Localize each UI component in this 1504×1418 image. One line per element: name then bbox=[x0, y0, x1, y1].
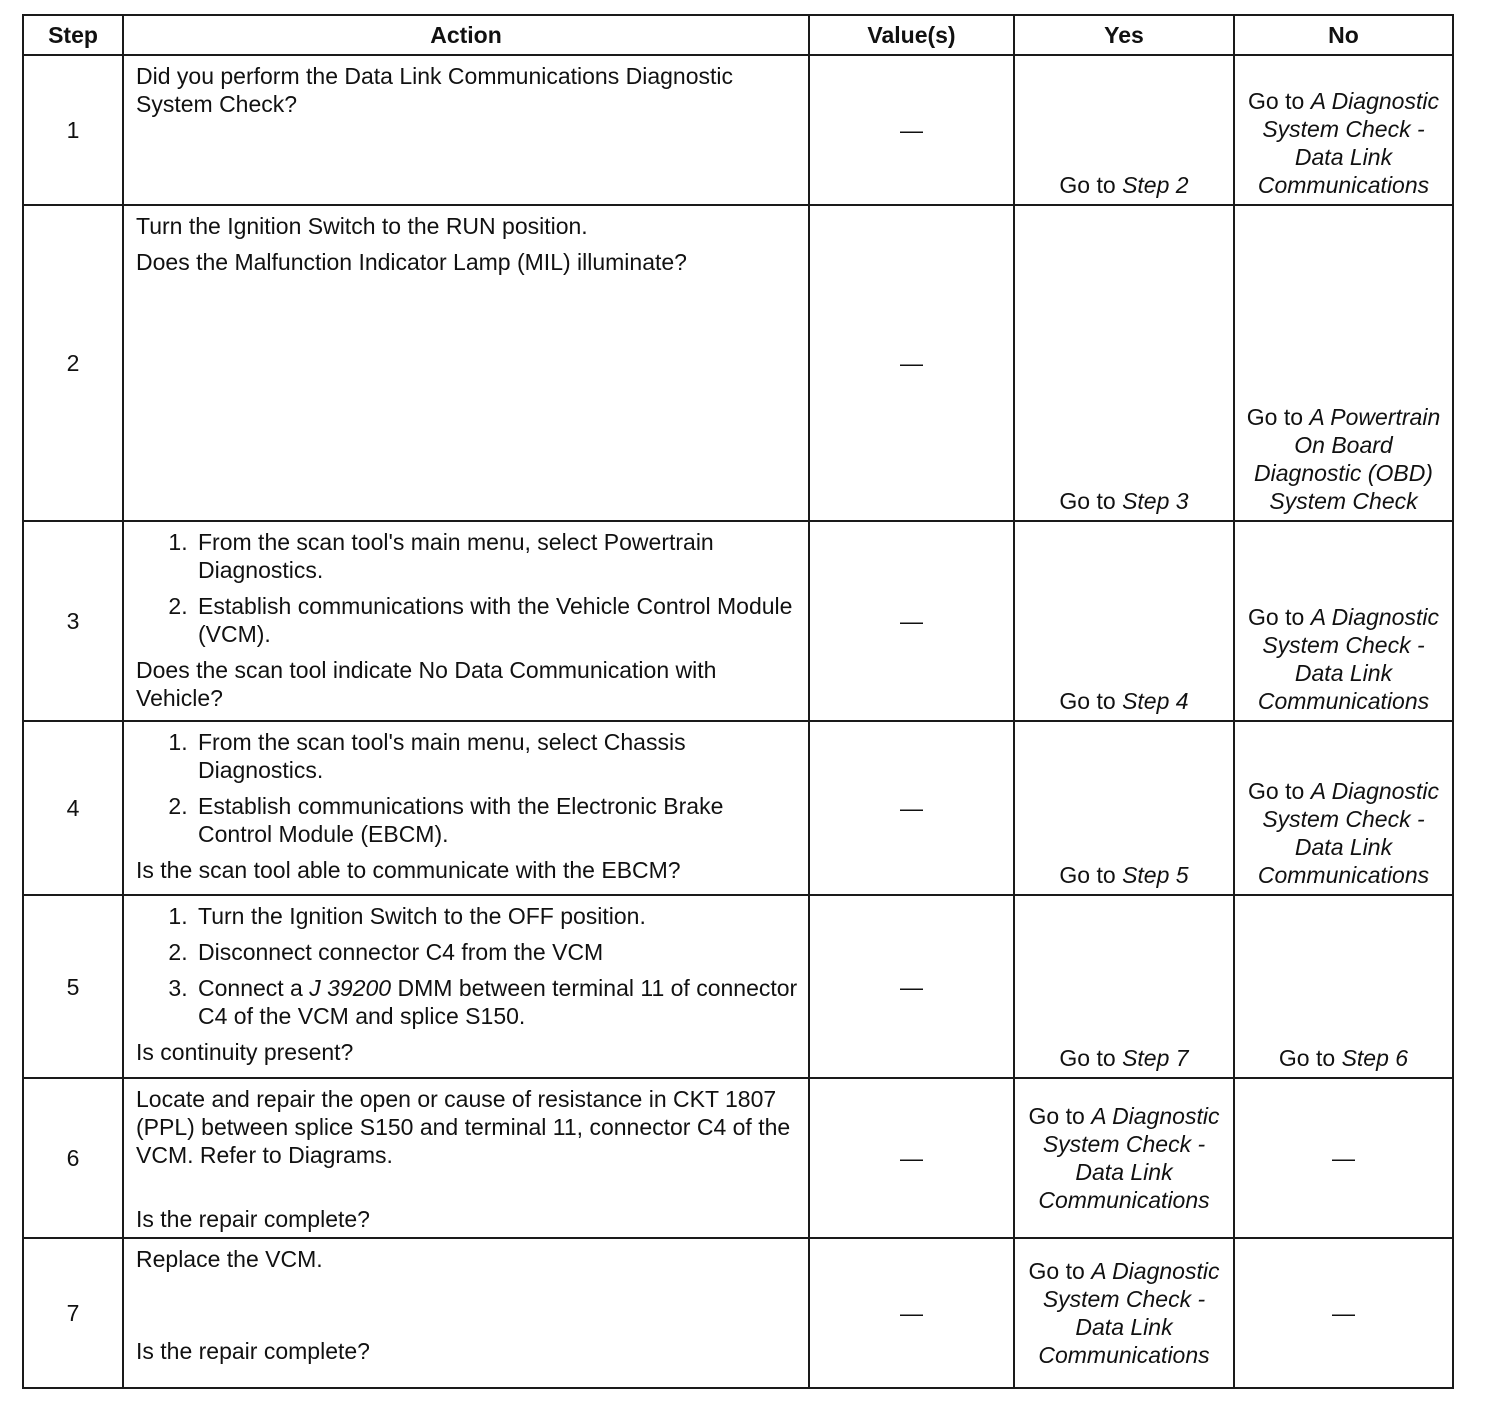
goto-label: Go to bbox=[1059, 1045, 1116, 1071]
header-row bbox=[23, 15, 1453, 55]
yes-reference-link[interactable]: Step 4 bbox=[1122, 688, 1189, 714]
step-number: 7 bbox=[23, 1238, 123, 1388]
diagnostic-table bbox=[22, 14, 1454, 1389]
goto-label: Go to bbox=[1248, 604, 1305, 630]
goto-label: Go to bbox=[1059, 172, 1116, 198]
action-question: Is continuity present? bbox=[136, 1039, 354, 1065]
action-cell bbox=[123, 1078, 809, 1238]
yes-reference-link[interactable]: Step 7 bbox=[1122, 1045, 1189, 1071]
action-list-item: 1. Turn the Ignition Switch to the OFF position. bbox=[194, 902, 800, 930]
goto-label: Go to bbox=[1248, 778, 1305, 804]
action-question: Is the repair complete? bbox=[136, 1338, 370, 1364]
table-row-step-4 bbox=[23, 721, 1453, 895]
yes-cell bbox=[1014, 721, 1234, 895]
action-question: Is the scan tool able to communicate with the EBCM? bbox=[136, 857, 681, 883]
yes-cell bbox=[1014, 55, 1234, 205]
no-cell bbox=[1234, 721, 1453, 895]
action-list-item: 1. From the scan tool's main menu, select Chassis Diagnostics. bbox=[194, 728, 800, 784]
action-list bbox=[136, 528, 800, 648]
header-action: Action bbox=[123, 15, 809, 55]
step-number: 1 bbox=[23, 55, 123, 205]
action-question: Does the Malfunction Indicator Lamp (MIL) illuminate? bbox=[136, 249, 687, 275]
action-cell bbox=[123, 1238, 809, 1388]
table-row-step-2 bbox=[23, 205, 1453, 521]
yes-reference-link[interactable]: Step 5 bbox=[1122, 862, 1189, 888]
no-cell bbox=[1234, 521, 1453, 721]
value-cell: — bbox=[809, 1078, 1014, 1238]
yes-cell bbox=[1014, 1078, 1234, 1238]
action-text: Replace the VCM. bbox=[136, 1246, 323, 1272]
action-list-item: 1. From the scan tool's main menu, select Powertrain Diagnostics. bbox=[194, 528, 800, 584]
action-list bbox=[136, 728, 800, 848]
step-number: 5 bbox=[23, 895, 123, 1078]
yes-cell bbox=[1014, 205, 1234, 521]
action-list bbox=[136, 902, 800, 1030]
no-cell bbox=[1234, 205, 1453, 521]
tool-reference: J 39200 bbox=[309, 975, 392, 1001]
step-number: 2 bbox=[23, 205, 123, 521]
action-cell bbox=[123, 55, 809, 205]
table-row-step-7 bbox=[23, 1238, 1453, 1388]
goto-label: Go to bbox=[1028, 1257, 1085, 1284]
no-cell bbox=[1234, 895, 1453, 1078]
action-cell bbox=[123, 205, 809, 521]
value-cell: — bbox=[809, 895, 1014, 1078]
action-list-item: 2. Establish communications with the Vehicle Control Module (VCM). bbox=[194, 592, 800, 648]
header-values: Value(s) bbox=[809, 15, 1014, 55]
yes-cell bbox=[1014, 1238, 1234, 1388]
value-cell: — bbox=[809, 55, 1014, 205]
action-question: Does the scan tool indicate No Data Communication with Vehicle? bbox=[136, 657, 717, 711]
goto-label: Go to bbox=[1278, 1045, 1336, 1071]
action-text: Turn the Ignition Switch to the RUN position. bbox=[136, 213, 588, 239]
no-cell: — bbox=[1234, 1078, 1453, 1238]
action-cell bbox=[123, 521, 809, 721]
yes-reference-link[interactable]: Step 3 bbox=[1122, 488, 1189, 514]
no-cell: — bbox=[1234, 1238, 1453, 1388]
item-text: Connect a bbox=[198, 975, 303, 1001]
goto-label: Go to bbox=[1248, 88, 1305, 114]
value-cell: — bbox=[809, 1238, 1014, 1388]
action-list-item: 2. Establish communications with the Electronic Brake Control Module (EBCM). bbox=[194, 792, 800, 848]
no-reference-link[interactable]: A Diagnostic System Check - Data Link Communications bbox=[1257, 604, 1439, 714]
goto-label: Go to bbox=[1059, 688, 1116, 714]
value-cell: — bbox=[809, 205, 1014, 521]
action-text: Did you perform the Data Link Communications Diagnostic System Check? bbox=[136, 63, 733, 117]
table-row-step-5 bbox=[23, 895, 1453, 1078]
step-number: 3 bbox=[23, 521, 123, 721]
action-cell bbox=[123, 721, 809, 895]
value-cell: — bbox=[809, 521, 1014, 721]
yes-reference-link[interactable]: A Diagnostic System Check - Data Link Communications bbox=[1038, 1102, 1220, 1213]
header-yes: Yes bbox=[1014, 15, 1234, 55]
yes-cell bbox=[1014, 895, 1234, 1078]
no-cell bbox=[1234, 55, 1453, 205]
diagnostic-document bbox=[22, 14, 1454, 1389]
no-reference-link[interactable]: A Diagnostic System Check - Data Link Communications bbox=[1257, 778, 1439, 888]
action-list-item bbox=[194, 974, 800, 1030]
step-number: 4 bbox=[23, 721, 123, 895]
header-no: No bbox=[1234, 15, 1453, 55]
table-row-step-6 bbox=[23, 1078, 1453, 1238]
action-list-item: 2. Disconnect connector C4 from the VCM bbox=[194, 938, 800, 966]
goto-label: Go to bbox=[1059, 862, 1116, 888]
value-cell: — bbox=[809, 721, 1014, 895]
yes-cell bbox=[1014, 521, 1234, 721]
goto-label: Go to bbox=[1246, 404, 1304, 430]
no-reference-link[interactable]: Step 6 bbox=[1341, 1045, 1409, 1071]
goto-label: Go to bbox=[1028, 1102, 1085, 1129]
action-text: Locate and repair the open or cause of resistance in CKT 1807 (PPL) between splice S150 and terminal 11, connector C4 of the VCM. Refer to Diagrams. bbox=[136, 1086, 791, 1168]
table-row-step-1 bbox=[23, 55, 1453, 205]
table-row-step-3 bbox=[23, 521, 1453, 721]
no-reference-link[interactable]: A Diagnostic System Check - Data Link Communications bbox=[1257, 88, 1439, 198]
goto-label: Go to bbox=[1059, 488, 1116, 514]
item-text: DMM between terminal 11 of connector C4 of the VCM and splice S150. bbox=[198, 975, 798, 1029]
step-number: 6 bbox=[23, 1078, 123, 1238]
action-question: Is the repair complete? bbox=[136, 1206, 370, 1232]
header-step: Step bbox=[23, 15, 123, 55]
action-cell bbox=[123, 895, 809, 1078]
yes-reference-link[interactable]: Step 2 bbox=[1122, 172, 1189, 198]
yes-reference-link[interactable]: A Diagnostic System Check - Data Link Communications bbox=[1038, 1257, 1220, 1368]
no-reference-link[interactable]: A Powertrain On Board Diagnostic (OBD) System Check bbox=[1254, 404, 1441, 514]
